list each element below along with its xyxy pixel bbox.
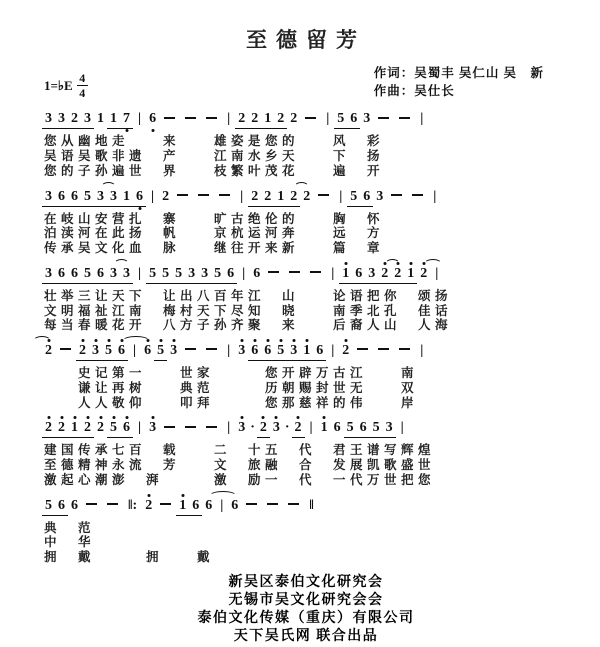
notes-line <box>42 336 570 366</box>
note: 3 <box>110 188 117 204</box>
system-5 <box>42 413 570 487</box>
note: 2 <box>381 267 388 281</box>
note: 1 <box>123 188 130 204</box>
note: 6 <box>251 344 258 358</box>
note: 5 <box>346 420 354 436</box>
beam-underline <box>339 267 417 284</box>
lyrics-line-1: 建国传承七百 载 二 十五 代 君王谱写辉煌 <box>44 443 436 458</box>
octave-dot-high <box>94 339 97 342</box>
note: 1 <box>71 421 78 435</box>
note: 6 <box>71 188 78 204</box>
beam-underline <box>344 421 396 438</box>
slur-arc <box>122 336 150 346</box>
lyrics-line-3: 每当春暖花开 八方子孙齐聚 来 后裔人山 人海 <box>44 318 453 333</box>
octave-dot-high <box>107 339 110 342</box>
octave-dot-high <box>262 416 265 419</box>
note: 6 <box>58 265 65 281</box>
octave-dot-low <box>125 129 128 132</box>
note: 2 <box>45 344 52 358</box>
duration-dash <box>357 348 368 350</box>
note: 2 <box>420 267 427 281</box>
beam-underline <box>42 112 94 129</box>
beam-underline <box>176 499 202 516</box>
lyrics-line-1: 典 范 <box>44 520 96 535</box>
duration-dash <box>399 348 410 350</box>
duration-dash <box>206 117 217 119</box>
duration-dash <box>198 194 209 196</box>
octave-dot-high <box>323 416 326 419</box>
note: 5 <box>157 344 164 358</box>
barline: | <box>433 188 437 204</box>
barline: | <box>331 265 335 281</box>
note: 2 <box>45 421 52 435</box>
note: 6 <box>71 497 78 513</box>
note: 6 <box>71 265 78 281</box>
duration-dash <box>412 194 423 196</box>
augmentation-dot: · <box>284 420 290 436</box>
duration-dash <box>185 426 196 428</box>
note: 3 <box>110 265 117 281</box>
note: 5 <box>84 265 91 281</box>
note: 3 <box>45 188 52 204</box>
note: 7 <box>123 112 130 126</box>
duration-dash <box>399 117 410 119</box>
note: 2 <box>251 188 259 204</box>
note: 6 <box>227 265 235 281</box>
note: 2 <box>251 111 259 127</box>
notes-line <box>42 413 570 443</box>
note: 5 <box>350 188 358 204</box>
key-signature <box>44 72 88 99</box>
duration-dash <box>318 194 329 196</box>
duration-dash <box>160 503 171 505</box>
note: 3 <box>45 265 52 281</box>
duration-dash <box>267 503 278 505</box>
note: 3 <box>149 421 156 435</box>
note: 2 <box>162 188 170 204</box>
duration-dash <box>185 348 196 350</box>
beam-underline <box>347 190 373 207</box>
note: 2 <box>290 111 298 127</box>
note: 5 <box>277 344 284 358</box>
lyrics-line-1: 您从幽地走 来 雄姿是您的 风 彩 <box>44 134 385 149</box>
lyrics-line-3: 人人敬仰 叩拜 您那慈祥的伟 岸 <box>44 395 419 410</box>
barline: | <box>309 420 313 436</box>
note: 2 <box>264 188 272 204</box>
duration-dash <box>305 117 316 119</box>
note: 3 <box>45 111 52 127</box>
note: 2 <box>238 111 246 127</box>
duration-dash <box>86 503 97 505</box>
slur-arc <box>294 182 309 192</box>
song-title: 至德留芳 <box>246 28 366 52</box>
octave-dot-high <box>292 339 295 342</box>
barline: | <box>138 265 142 281</box>
barline: | <box>138 420 142 436</box>
barline: | <box>326 111 330 127</box>
duration-dash <box>310 271 321 273</box>
system-2 <box>42 182 570 256</box>
meta-row <box>44 64 560 100</box>
duration-dash <box>288 503 299 505</box>
note: 5 <box>149 265 157 281</box>
duration-dash <box>289 271 300 273</box>
octave-dot-low <box>138 207 141 210</box>
note: 1 <box>303 344 310 358</box>
lyrics-line-2: 文明福祉江南 梅村天下尽知 晓 南季北孔 佳话 <box>44 303 453 318</box>
note: 3 <box>368 265 376 281</box>
duration-dash <box>185 117 196 119</box>
octave-dot-high <box>305 339 308 342</box>
lyrics-line-3: 传承吴文化血 脉 继往开来新 篇 章 <box>44 241 385 255</box>
octave-dot-high <box>112 416 115 419</box>
note: 2 <box>342 344 349 358</box>
barline: | <box>227 343 231 358</box>
note: 5 <box>175 265 183 281</box>
note: 1 <box>110 111 117 127</box>
footer-line-1: 新吴区泰伯文化研究会 <box>228 574 384 590</box>
note: 5 <box>372 420 380 436</box>
octave-dot-high <box>73 416 76 419</box>
augmentation-dot: · <box>250 420 255 436</box>
note: 6 <box>253 265 261 281</box>
note: 6 <box>192 497 200 513</box>
time-signature-bottom: 4 <box>79 86 86 101</box>
note: 6 <box>97 265 104 281</box>
note: 6 <box>144 344 151 358</box>
composer-credit: 作曲：吴仕长 <box>373 84 455 99</box>
footer <box>42 574 570 647</box>
note: 3 <box>385 420 393 436</box>
barline: | <box>420 343 424 358</box>
barline: | <box>240 188 244 204</box>
note: 3 <box>84 111 91 127</box>
octave-dot-high <box>344 262 347 265</box>
beam-underline <box>42 267 133 284</box>
note: 3 <box>188 265 196 281</box>
duration-dash <box>378 117 389 119</box>
duration-dash <box>177 194 188 196</box>
note: 2 <box>295 421 302 435</box>
duration-dash <box>206 348 217 350</box>
note: 6 <box>123 421 130 435</box>
lyrics-line-2: 至德精神永流 芳 文 旅融 合 发展凯歌盛世 <box>44 458 436 472</box>
octave-dot-high <box>151 416 154 419</box>
octave-dot-high <box>279 339 282 342</box>
note: 3 <box>363 111 371 127</box>
lyrics-line-2: 中 华 <box>44 535 96 550</box>
note: 2 <box>394 267 401 281</box>
note: 1 <box>277 188 285 204</box>
note: 5 <box>337 111 345 127</box>
note: 6 <box>264 344 271 358</box>
barline: | <box>227 111 231 127</box>
note: 5 <box>105 344 112 358</box>
lyrics-line-1: 在岐山安营扎 寨 旷古绝伦的 胸 怀 <box>44 211 385 226</box>
note: 6 <box>205 497 213 513</box>
barline: | <box>339 188 343 204</box>
note: 6 <box>58 497 65 513</box>
note: 6 <box>363 188 371 204</box>
beam-underline <box>146 267 237 284</box>
note: 6 <box>118 344 125 358</box>
beam-underline <box>76 344 128 361</box>
beam-underline <box>154 344 167 361</box>
note: 2 <box>71 111 78 127</box>
lyrics-line-2: 谦让再树 典范 历朝赐封世无 双 <box>44 380 419 395</box>
note: 5 <box>45 497 52 513</box>
beam-underline <box>42 421 94 438</box>
duration-dash <box>378 348 389 350</box>
octave-dot-high <box>60 416 63 419</box>
octave-dot-high <box>181 494 184 497</box>
octave-dot-high <box>253 339 256 342</box>
system-3 <box>42 259 570 333</box>
octave-dot-high <box>81 339 84 342</box>
octave-dot-high <box>125 416 128 419</box>
slur-arc <box>385 259 400 269</box>
final-barline: ‖ <box>309 497 314 513</box>
note: 3 <box>376 188 384 204</box>
note: 2 <box>145 499 152 513</box>
duration-dash <box>268 271 279 273</box>
note: 1 <box>264 111 272 127</box>
note: 5 <box>214 265 222 281</box>
note: 3 <box>273 421 280 435</box>
octave-dot-high <box>86 416 89 419</box>
barline: | <box>220 497 224 513</box>
note: 5 <box>162 265 170 281</box>
footer-line-3: 泰伯文化传媒（重庆）有限公司 <box>197 611 415 627</box>
note: 1 <box>97 111 104 127</box>
note: 1 <box>321 421 328 435</box>
note: 2 <box>84 421 91 435</box>
note: 6 <box>136 190 143 204</box>
note: 3 <box>123 265 130 281</box>
note: 3 <box>201 265 209 281</box>
octave-dot-high <box>297 416 300 419</box>
octave-dot-high <box>240 416 243 419</box>
beam-underline <box>42 190 146 207</box>
lyrics-line-1: 史记第一 世家 您开辟万古江 南 <box>44 366 419 380</box>
lyricist-credit: 作词：吴蜀丰 吴仁山 吴 新 <box>373 66 544 80</box>
lyrics-line-3: 激起心潮澎 湃 激 励一 代 一代万世把您 <box>44 472 436 487</box>
note: 6 <box>350 111 358 127</box>
note: 2 <box>58 421 65 435</box>
barline: | <box>435 265 439 281</box>
system-1 <box>42 104 570 178</box>
note: 6 <box>333 420 341 436</box>
notes-line <box>42 259 570 289</box>
barline: | <box>331 343 335 358</box>
beam-underline <box>248 344 326 361</box>
beam-underline <box>107 421 133 438</box>
footer-line-4: 天下吴氏网 联合出品 <box>233 629 379 645</box>
octave-dot-high <box>266 339 269 342</box>
octave-dot-high <box>240 339 243 342</box>
lyrics-line-3: 拥 戴 拥 戴 <box>44 550 215 564</box>
lyrics-line-2: 吴语吴歌非遗 产 江南水乡天 下 扬 <box>44 149 385 163</box>
octave-dot-high <box>409 262 412 265</box>
key-label: 1=♭E <box>44 77 73 93</box>
note: 6 <box>231 497 239 513</box>
note: 6 <box>355 265 363 281</box>
notes-line <box>42 491 570 521</box>
time-signature <box>77 72 88 99</box>
note: 2 <box>79 344 86 358</box>
beam-underline <box>107 112 133 129</box>
note: 6 <box>316 343 324 358</box>
score <box>42 104 570 565</box>
lyrics-line-2: 泊渎河在此扬 帆 京杭运河奔 远 方 <box>44 226 385 241</box>
note: 1 <box>407 267 414 281</box>
duration-dash <box>391 194 402 196</box>
note: 2 <box>303 188 311 204</box>
note: 1 <box>179 499 186 513</box>
slur-arc <box>101 182 116 192</box>
octave-dot-high <box>99 416 102 419</box>
beam-underline <box>42 499 68 516</box>
note: 3 <box>290 344 297 358</box>
slur-arc <box>33 336 51 346</box>
beam-underline <box>257 421 270 438</box>
note: 3 <box>58 111 65 127</box>
note: 2 <box>260 421 267 435</box>
duration-dash <box>164 426 175 428</box>
note: 5 <box>110 421 117 435</box>
slur-arc <box>209 491 237 501</box>
duration-dash <box>246 503 257 505</box>
notes-line <box>42 182 570 212</box>
duration-dash <box>60 348 71 350</box>
barline: | <box>151 188 155 204</box>
beam-underline <box>248 190 300 207</box>
note: 3 <box>238 344 245 358</box>
octave-dot-high <box>147 494 150 497</box>
note: 1 <box>342 267 349 281</box>
octave-dot-high <box>47 416 50 419</box>
beam-underline <box>292 421 305 438</box>
beam-underline <box>235 112 287 129</box>
octave-dot-high <box>275 416 278 419</box>
lyrics-line-1: 壮举三让天下 让出八百年江 山 论语把你 颂扬 <box>44 288 453 303</box>
barline: | <box>138 111 142 127</box>
note: 3 <box>97 188 104 204</box>
duration-dash <box>107 503 118 505</box>
slur-arc <box>424 259 442 269</box>
note: 2 <box>277 111 285 127</box>
octave-dot-high <box>159 339 162 342</box>
octave-dot-high <box>172 339 175 342</box>
duration-dash <box>164 117 175 119</box>
system-6 <box>42 491 570 565</box>
credits <box>374 64 544 100</box>
beam-underline <box>334 112 360 129</box>
octave-dot-high <box>344 339 347 342</box>
barline: | <box>400 420 404 436</box>
barline: | <box>227 420 231 436</box>
note: 2 <box>290 188 298 204</box>
note: 3 <box>92 344 99 358</box>
note: 6 <box>58 188 65 204</box>
slur-arc <box>114 259 129 269</box>
duration-dash <box>206 426 217 428</box>
lyrics-line-3: 您的子孙遍世 界 枝繁叶茂花 遍 开 <box>44 163 385 178</box>
footer-line-2: 无锡市吴文化研究会会 <box>228 592 384 608</box>
time-signature-top: 4 <box>79 71 86 85</box>
barline: | <box>133 343 137 358</box>
note: 5 <box>84 188 91 204</box>
note: 6 <box>149 112 156 126</box>
note: 2 <box>97 421 104 435</box>
note: 3 <box>238 421 245 435</box>
notes-line <box>42 104 570 134</box>
barline: | <box>420 111 424 127</box>
barline: | <box>242 265 246 281</box>
duration-dash <box>219 194 230 196</box>
repeat-start-barline: ‖: <box>128 497 138 513</box>
note: 6 <box>359 420 367 436</box>
octave-dot-low <box>151 129 154 132</box>
system-4 <box>42 336 570 410</box>
note: 3 <box>170 344 177 358</box>
